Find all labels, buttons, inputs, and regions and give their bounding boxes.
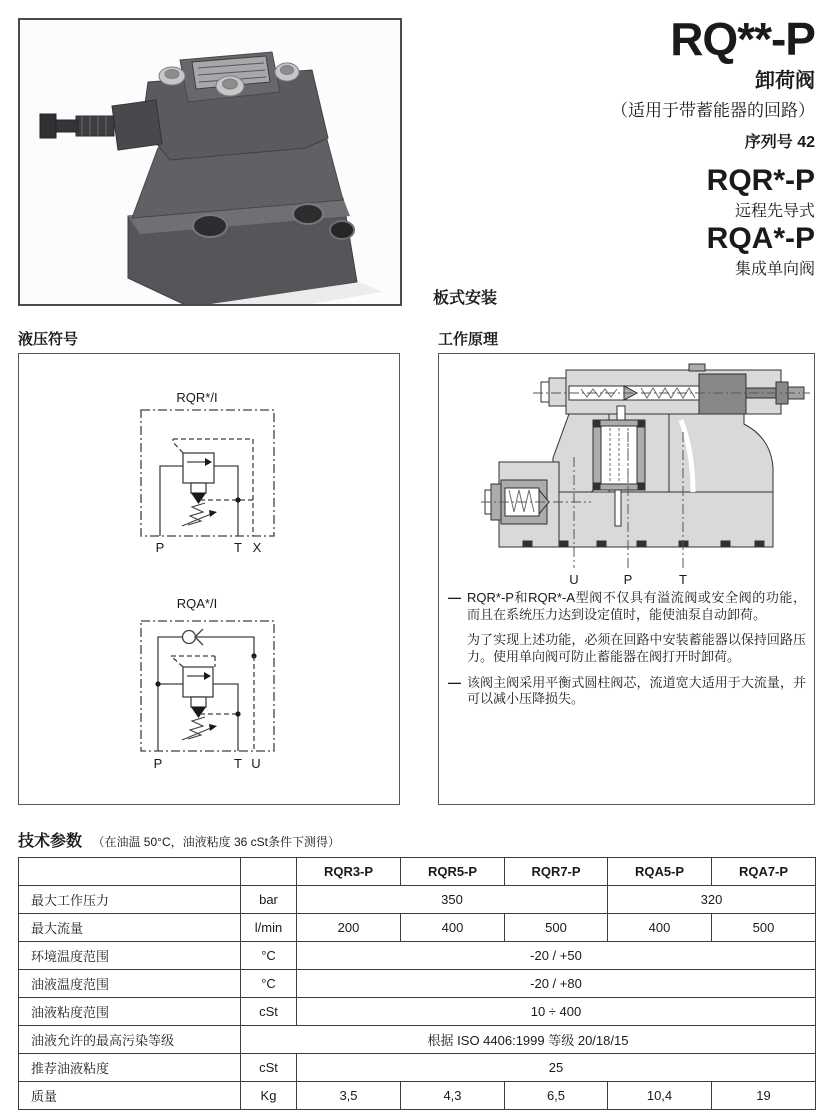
param-value: 320 <box>608 886 816 914</box>
param-value: 350 <box>297 886 608 914</box>
working-principle-heading: 工作原理 <box>438 331 499 348</box>
bullet-dash: — <box>448 590 461 605</box>
variant-rqr-title: RQR*-P <box>706 163 815 197</box>
param-value: 4,3 <box>401 1082 505 1110</box>
table-row <box>19 1054 816 1082</box>
param-unit: l/min <box>241 914 297 942</box>
variant-rqr-desc: 远程先导式 <box>734 202 815 220</box>
model-note: （适用于带蓄能器的回路） <box>611 100 815 120</box>
bullet-1-paragraph-1: RQR*-P和RQR*-A型阀不仅具有溢流阀或安全阀的功能，而且在系统压力达到设定值时，能使油泵自动卸荷。 <box>467 590 806 622</box>
table-row <box>19 942 816 970</box>
column-header-rqa7-p: RQA7-P <box>712 858 816 886</box>
column-header-rqa5-p: RQA5-P <box>608 858 712 886</box>
title-block <box>395 13 815 279</box>
param-unit: cSt <box>241 1054 297 1082</box>
param-value: 400 <box>401 914 505 942</box>
tech-params-condition: （在油温 50°C，油液粘度 36 cSt条件下测得） <box>92 835 340 849</box>
bullet-dash: — <box>448 674 461 690</box>
param-label: 油液粘度范围 <box>19 998 241 1026</box>
bullet-2-paragraph-1: 该阀主阀采用平衡式圆柱阀芯，流道宽大适用于大流量，并可以减小压降损失。 <box>467 674 806 707</box>
param-unit: Kg <box>241 1082 297 1110</box>
header-empty-unit-cell <box>241 858 297 886</box>
param-label: 环境温度范围 <box>19 942 241 970</box>
valve-cutaway-diagram <box>441 362 812 590</box>
variant-rqa-desc: 集成单向阀 <box>734 260 815 278</box>
product-photo-frame <box>18 18 402 306</box>
rqr-port-t: T <box>234 540 242 555</box>
param-value: 19 <box>712 1082 816 1110</box>
param-value: 400 <box>608 914 712 942</box>
working-principle-panel <box>438 353 815 805</box>
principle-bullet-1 <box>448 590 806 666</box>
param-value: 10,4 <box>608 1082 712 1110</box>
param-value: 根据 ISO 4406:1999 等级 20/18/15 <box>241 1026 816 1054</box>
model-title: RQ**-P <box>670 13 815 65</box>
cutaway-port-u: U <box>569 572 579 587</box>
rqr-port-x: X <box>252 540 262 555</box>
param-label: 最大流量 <box>19 914 241 942</box>
param-unit: °C <box>241 970 297 998</box>
rqr-symbol-label: RQR*/I <box>176 390 218 405</box>
rqa-port-t: T <box>234 756 242 771</box>
tech-params-heading: 技术参数 <box>18 833 83 850</box>
param-value: 6,5 <box>505 1082 608 1110</box>
series-number: 序列号 42 <box>744 133 815 151</box>
param-value: 500 <box>712 914 816 942</box>
mounting-type-label: 板式安装 <box>433 290 498 307</box>
table-row <box>19 998 816 1026</box>
rqa-port-p: P <box>153 756 163 771</box>
rqa-symbol-label: RQA*/I <box>176 596 218 611</box>
param-value: 10 ÷ 400 <box>297 998 816 1026</box>
product-photo-illustration <box>20 20 400 304</box>
param-value: 200 <box>297 914 401 942</box>
column-header-rqr7-p: RQR7-P <box>505 858 608 886</box>
param-value: 25 <box>297 1054 816 1082</box>
hydraulic-symbols-heading: 液压符号 <box>18 331 79 348</box>
param-value: -20 / +50 <box>297 942 816 970</box>
param-value: -20 / +80 <box>297 970 816 998</box>
principle-bullet-2 <box>448 675 806 708</box>
param-label: 最大工作压力 <box>19 886 241 914</box>
column-header-rqr5-p: RQR5-P <box>401 858 505 886</box>
param-label: 质量 <box>19 1082 241 1110</box>
rqr-symbol-diagram <box>19 386 399 571</box>
header-empty-label-cell <box>19 858 241 886</box>
param-label: 油液温度范围 <box>19 970 241 998</box>
table-header-row <box>19 858 816 886</box>
hydraulic-symbols-panel <box>18 353 400 805</box>
table-row <box>19 1026 816 1054</box>
table-row <box>19 1082 816 1110</box>
table-row <box>19 970 816 998</box>
cutaway-port-t: T <box>679 572 687 587</box>
variant-rqa-title: RQA*-P <box>706 221 815 255</box>
param-label: 油液允许的最高污染等级 <box>19 1026 241 1054</box>
column-header-rqr3-p: RQR3-P <box>297 858 401 886</box>
param-value: 3,5 <box>297 1082 401 1110</box>
bullet-1-paragraph-2: 为了实现上述功能，必须在回路中安装蓄能器以保持回路压力。使用单向阀可防止蓄能器在阀打开时卸荷。 <box>467 632 806 664</box>
table-row <box>19 886 816 914</box>
param-value: 500 <box>505 914 608 942</box>
rqa-symbol-diagram <box>19 594 399 789</box>
working-principle-text <box>448 590 806 717</box>
tech-params-table <box>18 857 816 1110</box>
rqa-port-u: U <box>251 756 261 771</box>
param-unit: bar <box>241 886 297 914</box>
tech-params-title-row <box>18 828 340 851</box>
param-unit: cSt <box>241 998 297 1026</box>
param-unit: °C <box>241 942 297 970</box>
param-label: 推荐油液粘度 <box>19 1054 241 1082</box>
model-subtitle: 卸荷阀 <box>755 69 815 92</box>
rqr-port-p: P <box>155 540 165 555</box>
table-row <box>19 914 816 942</box>
cutaway-port-p: P <box>623 572 633 587</box>
